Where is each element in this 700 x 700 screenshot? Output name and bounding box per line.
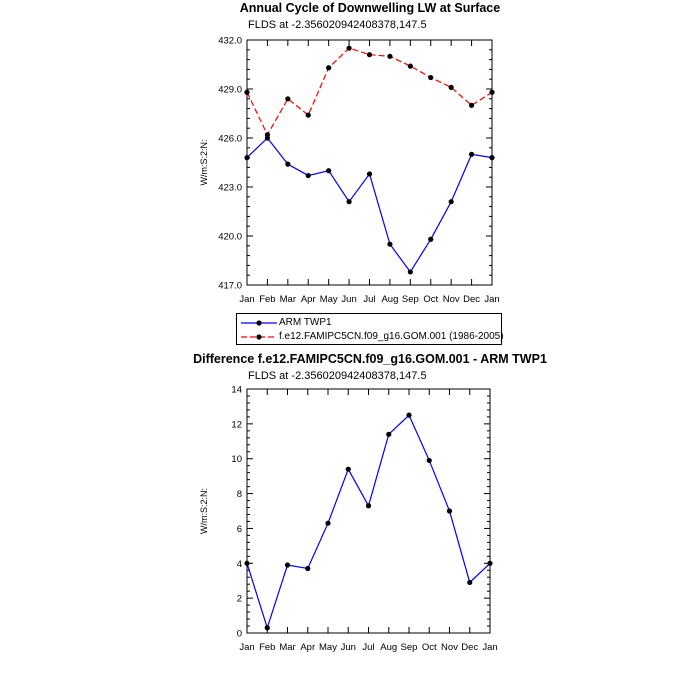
top-ytick-label: 426.0 (218, 133, 242, 145)
bottom-ytick-label: 12 (231, 419, 242, 431)
bottom-xtick-label: Jan (482, 642, 498, 653)
bottom-xtick-label: Jul (362, 642, 375, 653)
top-chart-subtitle: FLDS at -2.356020942408378,147.5 (248, 19, 427, 31)
bottom-series-0-point (325, 521, 330, 526)
bottom-xtick-label: Sep (400, 642, 418, 653)
bottom-series-0-point (487, 561, 492, 566)
top-xtick-label: Jun (341, 294, 357, 305)
top-xtick-label: Dec (463, 294, 481, 305)
bottom-xtick-label: May (319, 642, 337, 653)
bottom-chart-subtitle: FLDS at -2.356020942408378,147.5 (248, 370, 427, 382)
bottom-ytick-label: 4 (236, 558, 242, 570)
bottom-series-0-point (346, 467, 351, 472)
top-xtick-label: Apr (300, 294, 316, 305)
bottom-series-0-point (406, 413, 411, 418)
bottom-xtick-label: Jun (340, 642, 356, 653)
top-xtick-label: Nov (442, 294, 460, 305)
bottom-ytick-label: 10 (231, 454, 242, 466)
top-ytick-label: 432.0 (218, 35, 242, 47)
bottom-series-line-0 (247, 415, 490, 628)
bottom-series-0-point (386, 432, 391, 437)
bottom-series-0-point (467, 580, 472, 585)
bottom-series-0-point (366, 503, 371, 508)
top-xtick-label: Jan (239, 294, 255, 305)
bottom-ytick-label: 0 (236, 628, 242, 640)
bottom-xtick-label: Feb (259, 642, 276, 653)
top-xtick-label: Oct (423, 294, 439, 305)
bottom-ytick-label: 14 (231, 384, 242, 396)
bottom-xtick-label: Jan (239, 642, 255, 653)
top-xtick-label: Feb (259, 294, 276, 305)
top-ytick-label: 417.0 (218, 280, 242, 292)
bottom-y-axis-label: W/m:S:2:N: (199, 487, 209, 535)
bottom-series-0-point (305, 566, 310, 571)
bottom-series-0-point (285, 562, 290, 567)
top-xtick-label: Aug (381, 294, 399, 305)
top-xtick-label: Mar (279, 294, 297, 305)
top-xtick-label: May (319, 294, 338, 305)
bottom-ytick-label: 8 (236, 489, 242, 501)
bottom-xtick-label: Apr (300, 642, 316, 653)
bottom-xtick-label: Nov (441, 642, 458, 653)
top-y-axis-label: W/m:S:2:N: (199, 139, 209, 186)
bottom-series-0-point (447, 508, 452, 513)
legend-label-model: f.e12.FAMIPC5CN.f09_g16.GOM.001 (1986-2005) (279, 331, 504, 342)
top-xtick-label: Sep (401, 294, 419, 305)
top-xtick-label: Jul (363, 294, 376, 305)
top-ytick-label: 429.0 (218, 84, 242, 96)
bottom-chart-title: Difference f.e12.FAMIPC5CN.f09_g16.GOM.001 - ARM TWP1 (193, 352, 547, 366)
bottom-series-0-point (427, 458, 432, 463)
bottom-xtick-label: Mar (279, 642, 296, 653)
top-ytick-label: 423.0 (218, 182, 242, 194)
top-xtick-label: Jan (484, 294, 500, 305)
bottom-xtick-label: Oct (421, 642, 437, 653)
bottom-xtick-label: Dec (461, 642, 479, 653)
bottom-series-0-point (265, 625, 270, 630)
legend-label-arm-twp1: ARM TWP1 (279, 317, 332, 328)
bottom-series-0-point (244, 561, 249, 566)
bottom-plot-frame (247, 389, 490, 633)
bottom-ytick-label: 2 (236, 593, 242, 605)
bottom-ytick-label: 6 (236, 523, 242, 535)
top-ytick-label: 420.0 (218, 231, 242, 243)
top-chart-title: Annual Cycle of Downwelling LW at Surface (239, 1, 501, 15)
bottom-xtick-label: Aug (380, 642, 398, 653)
